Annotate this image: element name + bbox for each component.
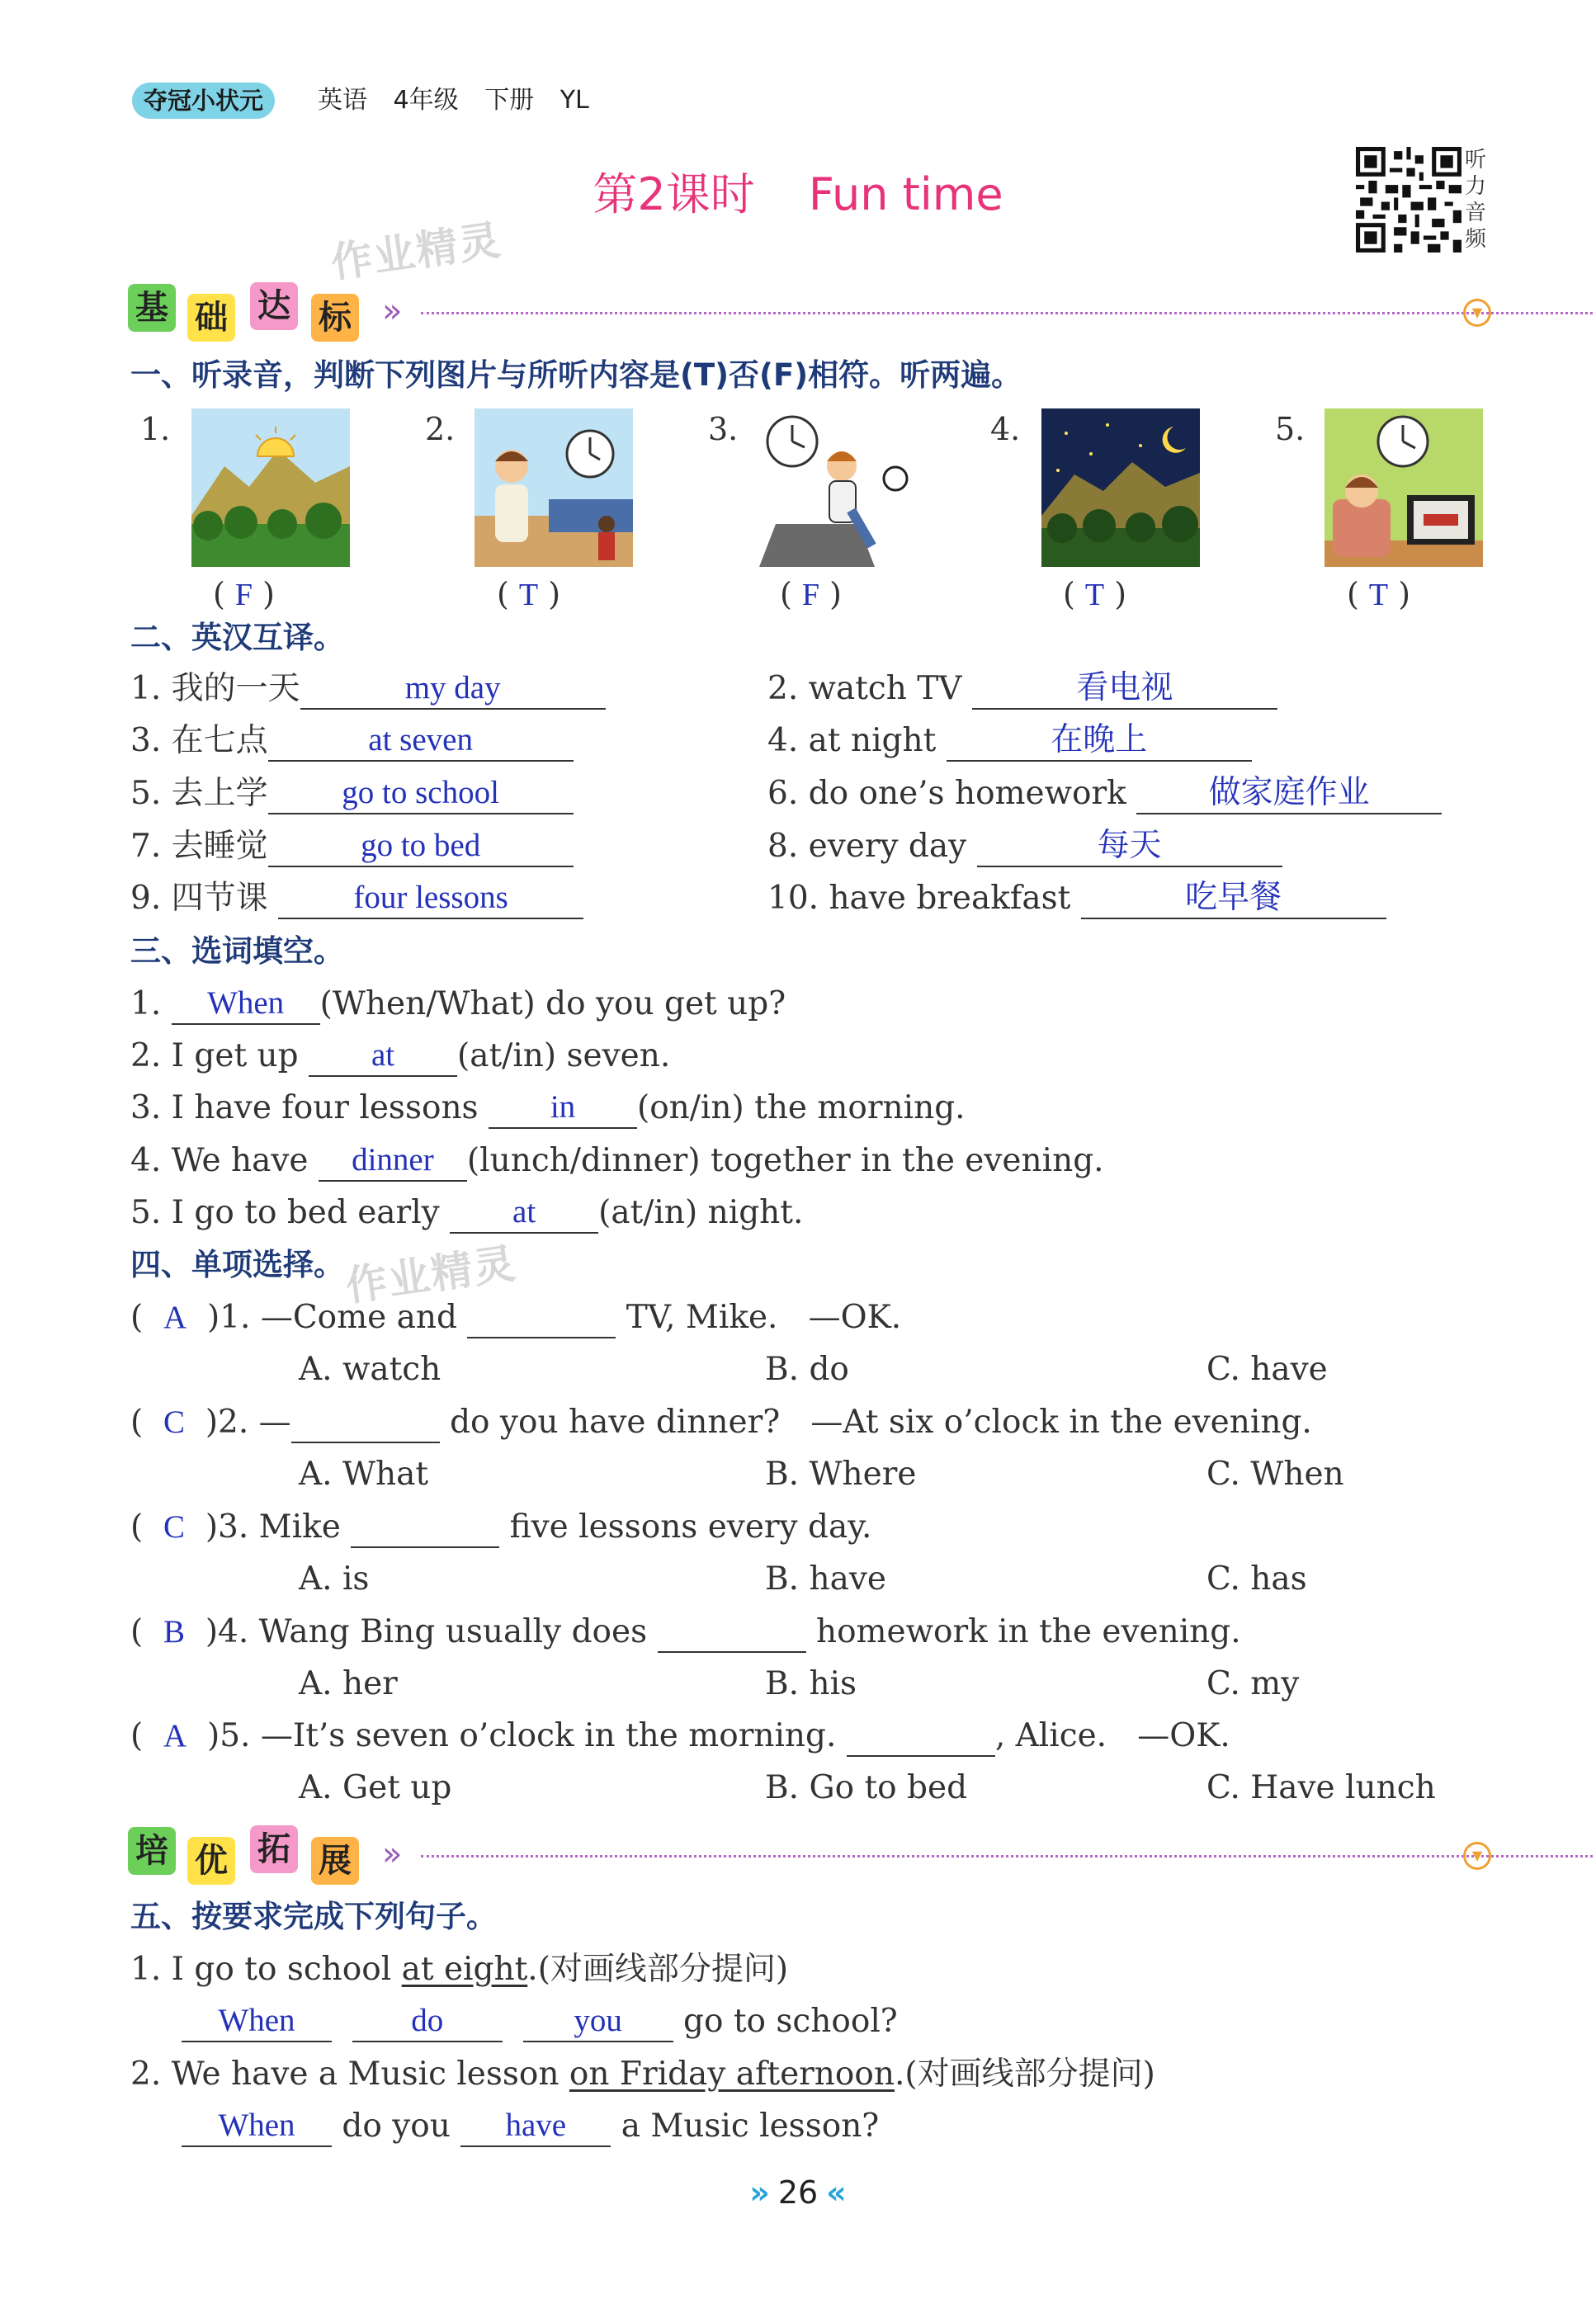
mc-option[interactable]: C. When bbox=[1206, 1456, 1344, 1493]
lesson-number: 第2课时 bbox=[593, 168, 755, 220]
translation-item bbox=[130, 878, 583, 919]
lesson-topic: Fun time bbox=[808, 168, 1003, 220]
item-number: )5. bbox=[206, 1717, 251, 1754]
band-char: 优 bbox=[187, 1837, 235, 1885]
prompt: 在七点 bbox=[171, 722, 268, 759]
mc-option[interactable]: A. watch bbox=[299, 1351, 441, 1388]
prompt: do one’s homework bbox=[808, 775, 1126, 812]
mc-option[interactable]: C. Have lunch bbox=[1206, 1769, 1436, 1806]
tf-answer: F bbox=[234, 578, 253, 612]
answer-paren: ( F ) bbox=[780, 576, 842, 612]
sentence-text: (lunch/dinner) together in the evening. bbox=[466, 1142, 1104, 1179]
answer-blank[interactable]: dinner bbox=[319, 1142, 467, 1182]
item-number: 3. bbox=[130, 722, 162, 759]
prompt: have breakfast bbox=[829, 880, 1071, 917]
instruction: (对画线部分提问) bbox=[904, 2056, 1155, 2093]
mc-answer[interactable]: C bbox=[163, 1509, 186, 1545]
band-char: 达 bbox=[250, 282, 298, 330]
sentence-text: We have a Music lesson bbox=[171, 2056, 560, 2093]
sentence-text: . bbox=[527, 1951, 538, 1988]
blank-line[interactable] bbox=[658, 1613, 806, 1653]
prompt: every day bbox=[808, 828, 967, 865]
answer-blank[interactable]: When bbox=[172, 985, 320, 1025]
chevron-right-icon: » bbox=[749, 2174, 770, 2211]
mc-question: ( A )5. —It’s seven o’clock in the morning. , Alice. —OK. bbox=[130, 1716, 1230, 1757]
item-number: 1. bbox=[140, 411, 171, 447]
mc-option[interactable]: A. Get up bbox=[299, 1769, 452, 1806]
answer-blank[interactable]: 做家庭作业 bbox=[1136, 775, 1442, 814]
band-char: 拓 bbox=[250, 1825, 298, 1873]
translation-item bbox=[767, 878, 1386, 919]
section-band-basic bbox=[128, 281, 1498, 347]
chevron-down-icon: ▼ bbox=[1463, 299, 1491, 327]
rewrite-item bbox=[130, 2054, 1155, 2095]
prompt: at night bbox=[808, 722, 937, 759]
mc-option[interactable]: C. has bbox=[1206, 1560, 1307, 1598]
sentence-text: homework in the evening. bbox=[815, 1613, 1241, 1650]
header-info bbox=[318, 83, 607, 119]
sentence-text: (at/in) night. bbox=[598, 1194, 804, 1231]
answer-blank[interactable]: 每天 bbox=[977, 828, 1282, 867]
boy-football-clock-picture bbox=[759, 408, 918, 567]
edition: YL bbox=[560, 86, 589, 115]
grade: 4年级 bbox=[393, 86, 459, 115]
mc-answer[interactable]: B bbox=[163, 1614, 186, 1650]
item-number: 2. bbox=[425, 411, 456, 447]
blank-line[interactable] bbox=[351, 1508, 499, 1548]
prompt: watch TV bbox=[808, 670, 962, 707]
sentence-text: —It’s seven o’clock in the morning. bbox=[260, 1717, 837, 1754]
chevron-down-icon: ▼ bbox=[1463, 1842, 1491, 1870]
chevron-right-icon: » bbox=[382, 292, 403, 330]
sentence-text: . bbox=[895, 2056, 905, 2093]
prompt: 我的一天 bbox=[171, 670, 300, 707]
section-band-advanced bbox=[128, 1824, 1498, 1890]
watermark: 作业精灵 bbox=[328, 215, 505, 288]
item-number: 6. bbox=[767, 775, 799, 812]
item-number: 2. bbox=[130, 1037, 162, 1074]
item-number: 5. bbox=[130, 1194, 162, 1231]
mc-option[interactable]: B. Where bbox=[765, 1456, 917, 1493]
sentence-text: do you bbox=[342, 2108, 451, 2145]
qr-code-icon[interactable] bbox=[1356, 147, 1461, 253]
fill-item bbox=[130, 1192, 803, 1234]
sentence-text: (at/in) seven. bbox=[457, 1037, 671, 1074]
item-number: 9. bbox=[130, 880, 162, 917]
mc-option[interactable]: C. my bbox=[1206, 1665, 1300, 1702]
section2-heading: 二、英汉互译。 bbox=[130, 620, 344, 655]
band-char: 培 bbox=[128, 1827, 176, 1875]
sentence-text: a Music lesson? bbox=[621, 2108, 880, 2145]
divider bbox=[421, 312, 1593, 314]
reply-text: —OK. bbox=[808, 1299, 902, 1336]
item-number: 2. bbox=[130, 2056, 162, 2093]
item-number: 2. bbox=[767, 670, 799, 707]
translation-item bbox=[130, 773, 574, 814]
underlined-phrase: at eight bbox=[401, 1951, 528, 1988]
page-number bbox=[0, 2174, 1596, 2211]
mc-answer[interactable]: C bbox=[163, 1404, 186, 1440]
band-char: 展 bbox=[311, 1837, 359, 1885]
item-number: )4. bbox=[205, 1613, 249, 1650]
item-number: 3. bbox=[708, 411, 739, 447]
translation-item bbox=[767, 826, 1282, 867]
sentence-text: TV, Mike. bbox=[626, 1299, 778, 1336]
sentence-text: go to school? bbox=[683, 2003, 898, 2040]
mc-answer[interactable]: A bbox=[163, 1300, 187, 1335]
band-char: 标 bbox=[311, 294, 359, 342]
prompt: 去上学 bbox=[171, 775, 268, 812]
item-number: 10. bbox=[767, 880, 819, 917]
translation-item bbox=[130, 720, 574, 762]
answer-paren: ( T ) bbox=[1347, 576, 1411, 612]
mc-question: ( A )1. —Come and TV, Mike. —OK. bbox=[130, 1297, 901, 1338]
sentence-text: I go to school bbox=[171, 1951, 392, 1988]
mc-question: ( C )3. Mike five lessons every day. bbox=[130, 1507, 871, 1548]
rewrite-item bbox=[130, 1949, 788, 1990]
mountain-night-moon-picture bbox=[1041, 408, 1200, 567]
blank-line[interactable] bbox=[847, 1717, 995, 1757]
brand-badge: 夺冠小状元 bbox=[132, 83, 275, 119]
girl-tv-clock-picture bbox=[1324, 408, 1483, 567]
watermark: 作业精灵 bbox=[342, 1239, 520, 1311]
section1-heading: 一、听录音，判断下列图片与所听内容是(T)否(F)相符。听两遍。 bbox=[130, 357, 1022, 393]
sentence-text: , Alice. bbox=[994, 1717, 1107, 1754]
sentence-text: Mike bbox=[258, 1508, 341, 1546]
mountain-sunrise-picture bbox=[191, 408, 350, 567]
prompt: 去睡觉 bbox=[171, 828, 268, 865]
sentence-text: — bbox=[258, 1404, 291, 1441]
answer-blank[interactable]: do bbox=[352, 2003, 503, 2042]
tf-answer: T bbox=[518, 578, 539, 612]
mc-option[interactable]: B. his bbox=[765, 1665, 857, 1702]
item-number: 4. bbox=[767, 722, 799, 759]
prompt: 四节课 bbox=[171, 880, 268, 917]
mc-option[interactable]: B. Go to bed bbox=[765, 1769, 968, 1806]
answer-blank[interactable]: When bbox=[182, 2003, 332, 2042]
fill-item bbox=[130, 1088, 966, 1129]
subject: 英语 bbox=[318, 86, 367, 115]
mc-answer[interactable]: A bbox=[163, 1718, 187, 1754]
sentence-text: (on/in) the morning. bbox=[636, 1089, 966, 1126]
section3-heading: 三、选词填空。 bbox=[130, 933, 344, 969]
mc-option[interactable]: C. have bbox=[1206, 1351, 1328, 1388]
tf-answer: T bbox=[1084, 578, 1105, 612]
mc-option[interactable]: B. have bbox=[765, 1560, 886, 1598]
rewrite-answer bbox=[182, 2106, 879, 2147]
answer-paren: ( F ) bbox=[213, 576, 275, 612]
sentence-text: Wang Bing usually does bbox=[258, 1613, 648, 1650]
blank-line[interactable] bbox=[467, 1299, 616, 1338]
item-number: 3. bbox=[130, 1089, 162, 1126]
answer-blank[interactable]: 吃早餐 bbox=[1081, 880, 1386, 919]
answer-blank[interactable]: 看电视 bbox=[972, 670, 1277, 710]
underlined-phrase: on Friday afternoon bbox=[569, 2056, 895, 2093]
tf-answer: T bbox=[1368, 578, 1389, 612]
boy-clock-street-picture bbox=[475, 408, 633, 567]
answer-blank[interactable]: at bbox=[450, 1194, 598, 1234]
qr-label: 听力音频 bbox=[1465, 148, 1487, 252]
answer-paren: ( T ) bbox=[1063, 576, 1127, 612]
page-number-text: 26 bbox=[777, 2174, 819, 2211]
answer-blank[interactable]: in bbox=[489, 1089, 637, 1129]
mc-option[interactable]: A. is bbox=[299, 1560, 370, 1598]
item-number: )2. bbox=[205, 1404, 249, 1441]
band-char: 基 bbox=[128, 284, 176, 332]
translation-item bbox=[130, 668, 606, 710]
sentence-text: I go to bed early bbox=[171, 1194, 440, 1231]
answer-blank[interactable]: have bbox=[460, 2108, 611, 2147]
mc-question: ( B )4. Wang Bing usually does homework in the evening. bbox=[130, 1612, 1241, 1653]
mc-question: ( C )2. — do you have dinner? —At six o’clock in the evening. bbox=[130, 1402, 1312, 1443]
answer-blank[interactable]: go to school bbox=[268, 775, 574, 814]
answer-blank[interactable]: When bbox=[182, 2108, 332, 2147]
section4-heading: 四、单项选择。 bbox=[130, 1247, 344, 1282]
item-number: 1. bbox=[130, 670, 162, 707]
item-number: )1. bbox=[206, 1299, 251, 1336]
fill-item bbox=[130, 984, 786, 1025]
mc-option[interactable]: A. What bbox=[299, 1456, 429, 1493]
answer-blank[interactable]: 在晚上 bbox=[947, 722, 1252, 762]
chevron-right-icon: » bbox=[382, 1835, 403, 1873]
item-number: 1. bbox=[130, 1951, 162, 1988]
mc-option[interactable]: B. do bbox=[765, 1351, 849, 1388]
reply-text: —At six o’clock in the evening. bbox=[810, 1404, 1312, 1441]
translation-item bbox=[767, 773, 1442, 814]
item-number: 5. bbox=[1275, 411, 1306, 447]
sentence-text: do you have dinner? bbox=[450, 1404, 781, 1441]
volume: 下册 bbox=[484, 86, 535, 115]
item-number: 7. bbox=[130, 828, 162, 865]
sentence-text: I get up bbox=[171, 1037, 299, 1074]
divider bbox=[421, 1855, 1593, 1857]
answer-blank[interactable]: my day bbox=[300, 670, 606, 710]
item-number: 4. bbox=[990, 411, 1021, 447]
mc-option[interactable]: A. her bbox=[299, 1665, 398, 1702]
chevron-left-icon: « bbox=[826, 2174, 847, 2211]
sentence-text: We have bbox=[171, 1142, 309, 1179]
instruction: (对画线部分提问) bbox=[537, 1951, 789, 1988]
item-number: 4. bbox=[130, 1142, 162, 1179]
answer-blank[interactable]: at seven bbox=[268, 722, 574, 762]
band-char: 础 bbox=[187, 294, 235, 342]
sentence-text: five lessons every day. bbox=[509, 1508, 872, 1546]
answer-blank[interactable]: four lessons bbox=[278, 880, 583, 919]
translation-item bbox=[767, 720, 1252, 762]
sentence-text: —Come and bbox=[260, 1299, 457, 1336]
answer-blank[interactable]: at bbox=[309, 1037, 457, 1077]
sentence-text: (When/What) do you get up? bbox=[319, 985, 786, 1022]
item-number: 1. bbox=[130, 985, 162, 1022]
item-number: )3. bbox=[205, 1508, 249, 1546]
tf-answer: F bbox=[801, 578, 820, 612]
blank-line[interactable] bbox=[291, 1404, 440, 1443]
section5-heading: 五、按要求完成下列句子。 bbox=[130, 1899, 497, 1934]
sentence-text: I have four lessons bbox=[171, 1089, 479, 1126]
fill-item bbox=[130, 1036, 670, 1077]
item-number: 8. bbox=[767, 828, 799, 865]
translation-item bbox=[130, 826, 574, 867]
translation-item bbox=[767, 668, 1277, 710]
item-number: 5. bbox=[130, 775, 162, 812]
answer-paren: ( T ) bbox=[497, 576, 561, 612]
rewrite-answer bbox=[182, 2001, 898, 2042]
fill-item bbox=[130, 1140, 1104, 1182]
reply-text: —OK. bbox=[1137, 1717, 1230, 1754]
answer-blank[interactable]: you bbox=[523, 2003, 673, 2042]
answer-blank[interactable]: go to bed bbox=[268, 828, 574, 867]
